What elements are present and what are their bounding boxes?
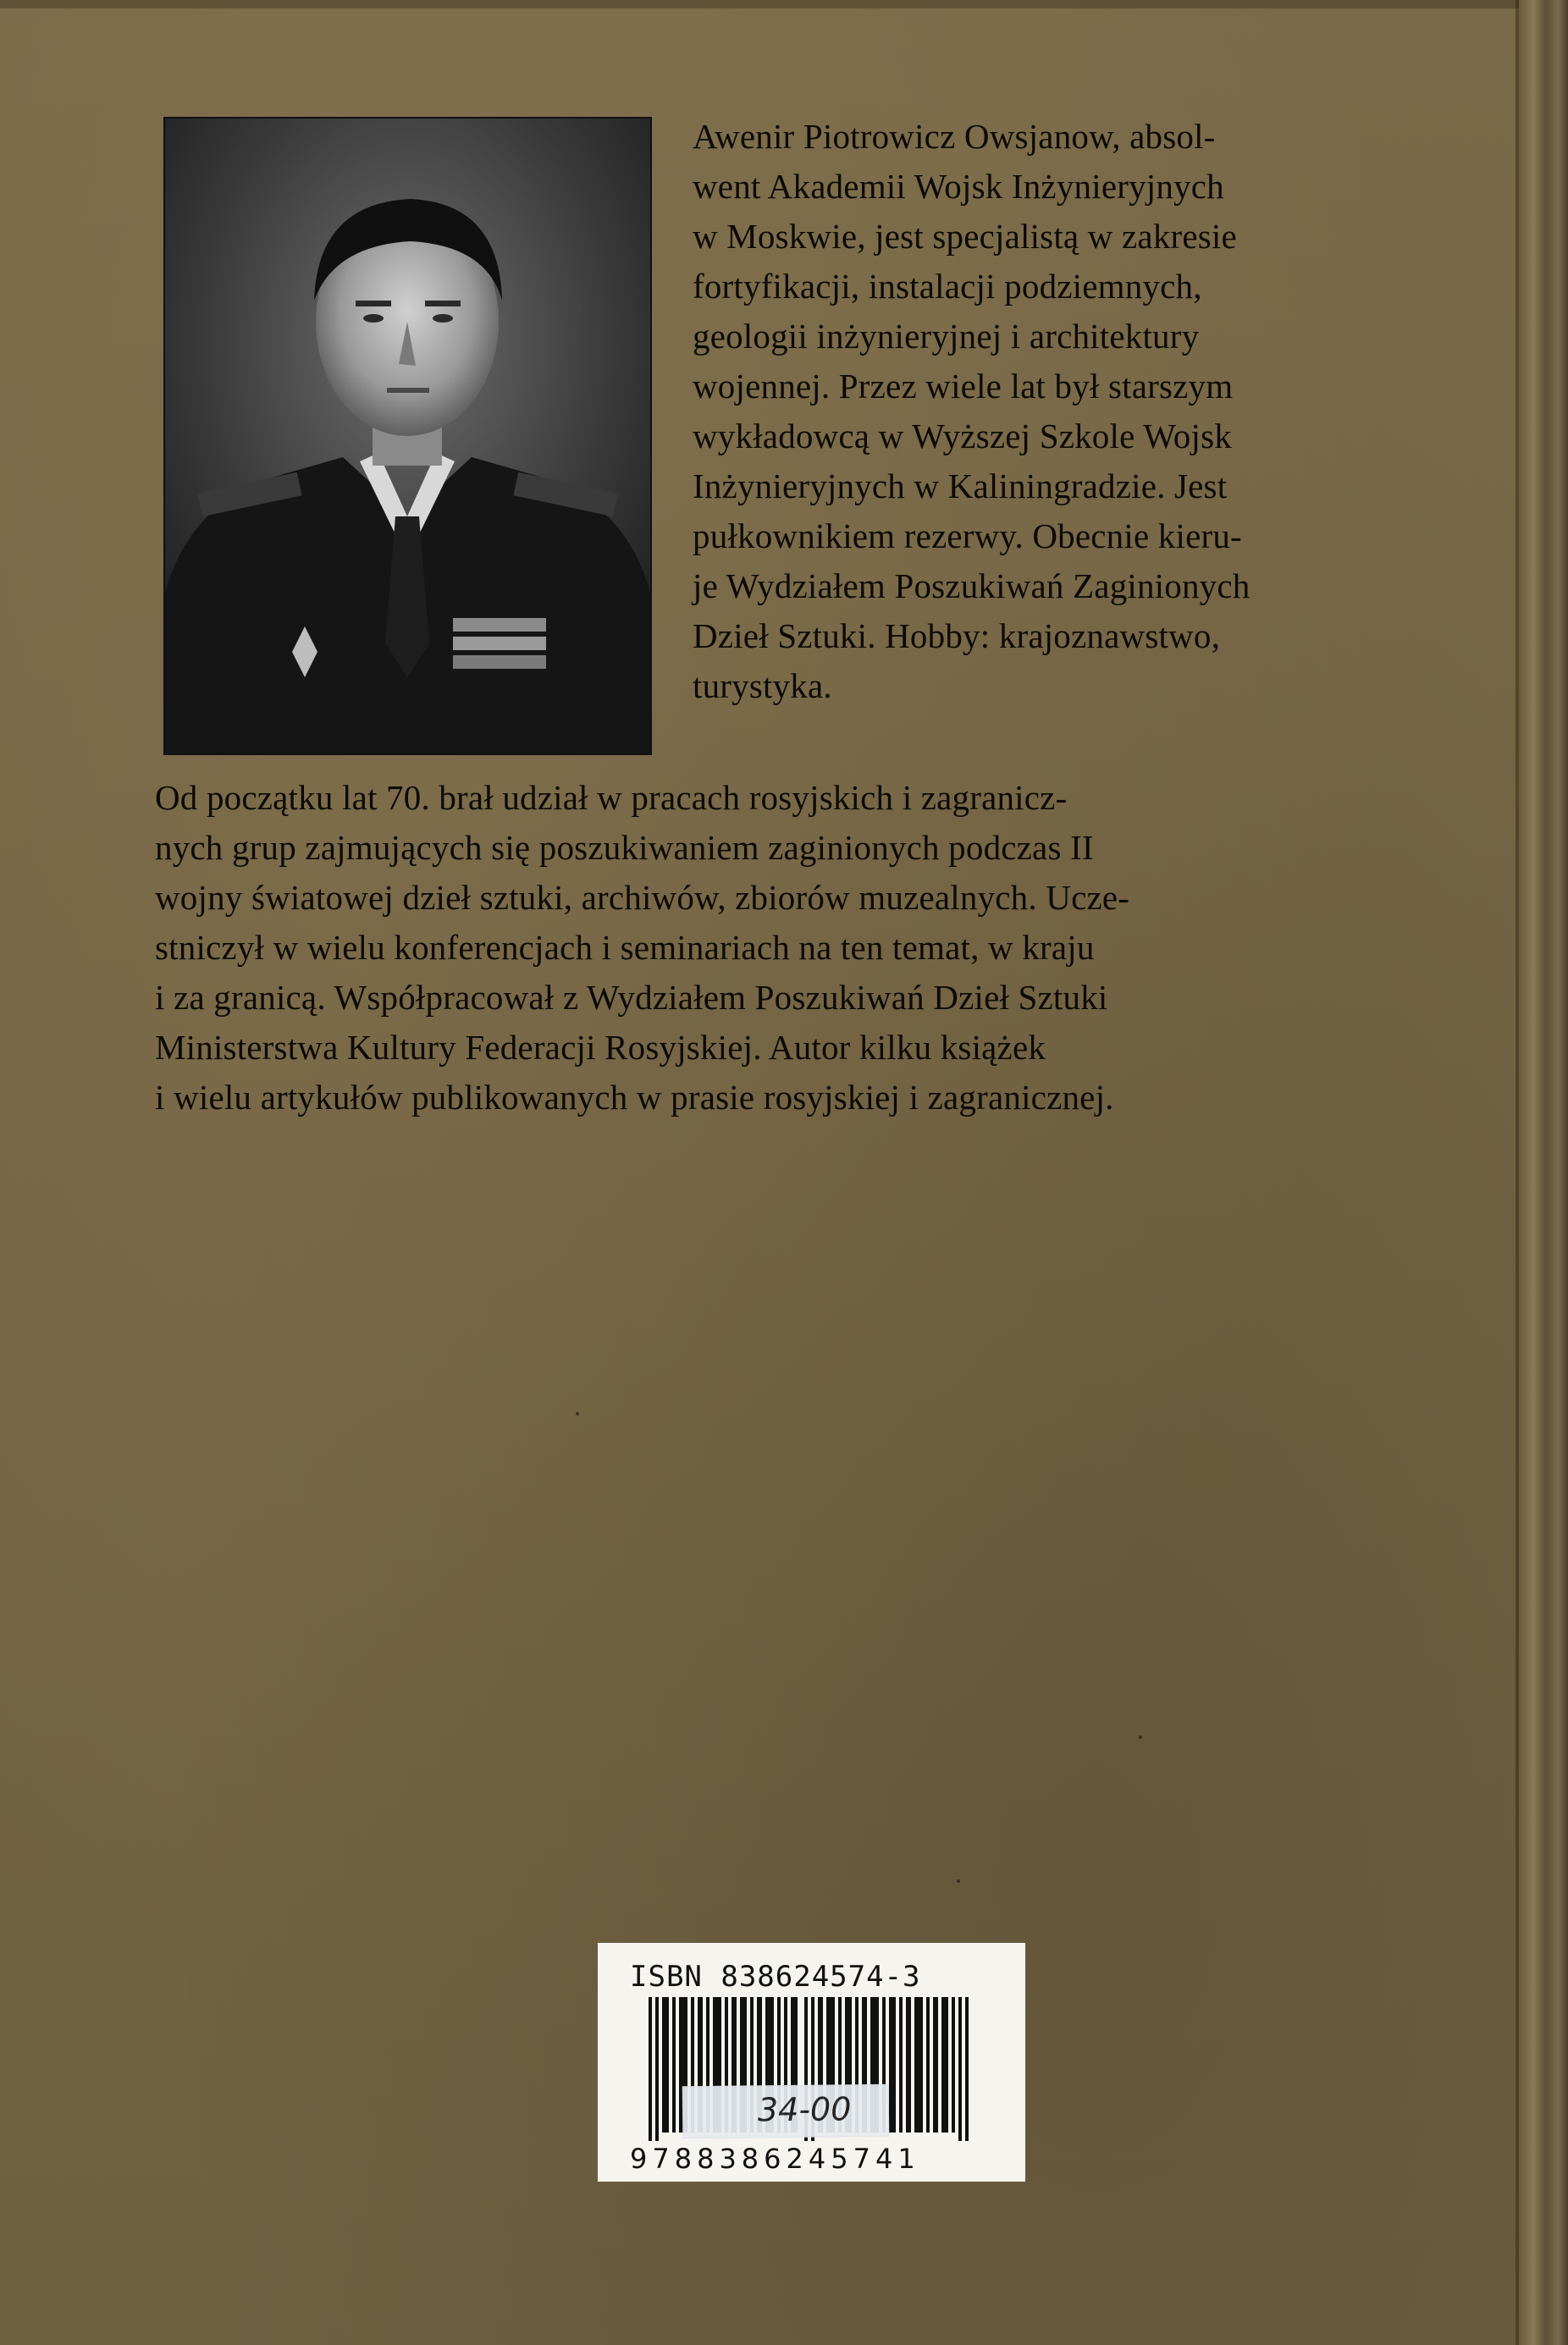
spine-edge — [1519, 0, 1568, 2345]
price-sticker — [682, 2084, 890, 2139]
author-bio-intro: Awenir Piotrowicz Owsjanow, absol- went Akademii Wojsk Inżynieryjnych w Moskwie, jest specjalistą w zakresie fortyfikacji, instalacji podziemnych, geologii inżynieryjnej i architektury wojennej. Przez wiele lat był starszym wykładowcą w Wyższej Szkole Wojsk Inżynieryjnych w Kaliningradzie. Jest pułkownikiem rezerwy. Obecnie kieru- je Wydziałem Poszukiwań Zaginionych Dzieł Sztuki. Hobby: krajoznawstwo, turystyka. — [693, 117, 1251, 705]
price-label: 34-00 — [757, 2090, 852, 2129]
isbn-barcode-sticker — [598, 1943, 1025, 2182]
cover-top-edge — [0, 0, 1568, 8]
author-photo — [163, 117, 652, 755]
cover-speck — [1139, 1735, 1142, 1739]
isbn-label: ISBN 838624574-3 — [630, 1960, 921, 1994]
barcode-digits: 9788386245741 — [630, 2143, 920, 2175]
cover-speck — [957, 1879, 960, 1883]
author-bio-career: Od początku lat 70. brał udział w pracach rosyjskich i zagranicz- nych grup zajmujących się poszukiwaniem zaginionych podczas II wojny światowej dzieł sztuki, archiwów, zbiorów muzealnych. Ucze- stniczył w wielu konferencjach i seminariach na ten temat, w kraju i za granicą. Współpracował z Wydziałem Poszukiwań Dzieł Sztuki Ministerstwa Kultury Federacji Rosyjskiej. Autor kilku książek i wielu artykułów publikowanych w prasie rosyjskiej i zagranicznej. — [155, 778, 1130, 1117]
cover-speck — [576, 1412, 579, 1415]
